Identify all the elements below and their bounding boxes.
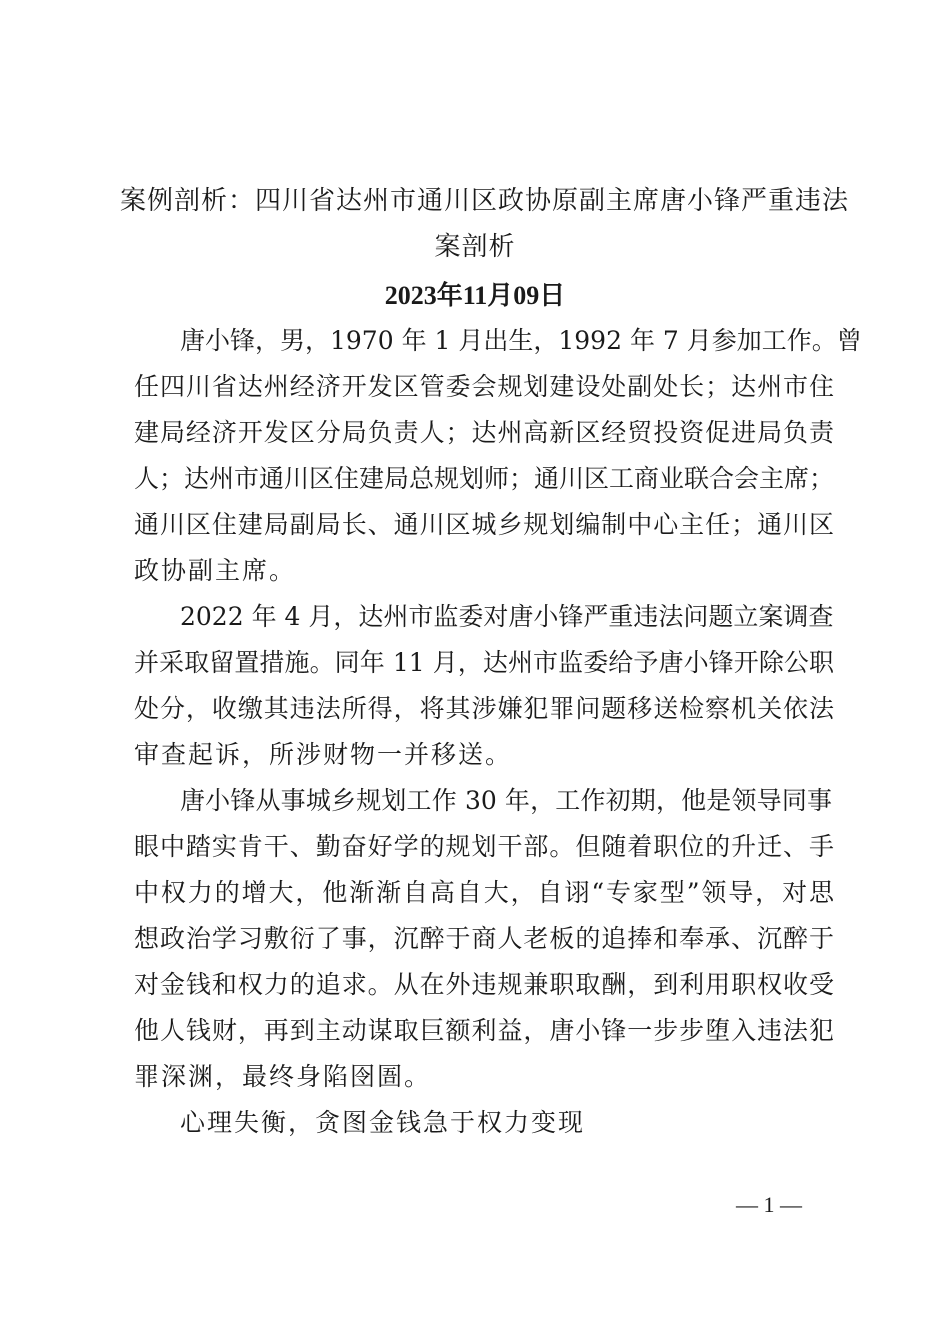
body-line: 眼中踏实肯干、勤奋好学的规划干部。但随着职位的升迁、手	[134, 832, 834, 861]
body-line: 建局经济开发区分局负责人；达州高新区经贸投资促进局负责	[134, 418, 834, 447]
document-date: 2023年11月09日	[384, 281, 566, 310]
body-line: 唐小锋从事城乡规划工作 30 年，工作初期，他是领导同事	[180, 786, 832, 815]
body-line: 对金钱和权力的追求。从在外违规兼职取酬，到利用职权收受	[134, 970, 834, 999]
body-line: 政协副主席。	[134, 556, 297, 585]
document-title-line-1: 案例剖析：四川省达州市通川区政协原副主席唐小锋严重违法	[120, 186, 850, 216]
body-line: 处分，收缴其违法所得，将其涉嫌犯罪问题移送检察机关依法	[134, 694, 834, 723]
body-line: 唐小锋，男，1970 年 1 月出生，1992 年 7 月参加工作。曾	[180, 326, 862, 355]
body-line: 中权力的增大，他渐渐自高自大，自诩“专家型”领导，对思	[134, 878, 834, 907]
section-heading: 心理失衡，贪图金钱急于权力变现	[180, 1108, 586, 1137]
body-line: 罪深渊，最终身陷囹圄。	[134, 1062, 432, 1091]
body-line: 并采取留置措施。同年 11 月，达州市监委给予唐小锋开除公职	[134, 648, 834, 677]
document-title-line-2: 案剖析	[434, 232, 516, 262]
body-line: 想政治学习敷衍了事，沉醉于商人老板的追捧和奉承、沉醉于	[134, 924, 834, 953]
body-line: 2022 年 4 月，达州市监委对唐小锋严重违法问题立案调查	[180, 602, 834, 631]
body-line: 审查起诉，所涉财物一并移送。	[134, 740, 513, 769]
page-number: — 1 —	[736, 1192, 802, 1217]
body-line: 他人钱财，再到主动谋取巨额利益，唐小锋一步步堕入违法犯	[134, 1016, 834, 1045]
body-line: 人；达州市通川区住建局总规划师；通川区工商业联合会主席；	[134, 464, 835, 493]
body-line: 任四川省达州经济开发区管委会规划建设处副处长；达州市住	[134, 372, 834, 401]
body-line: 通川区住建局副局长、通川区城乡规划编制中心主任；通川区	[134, 510, 834, 539]
